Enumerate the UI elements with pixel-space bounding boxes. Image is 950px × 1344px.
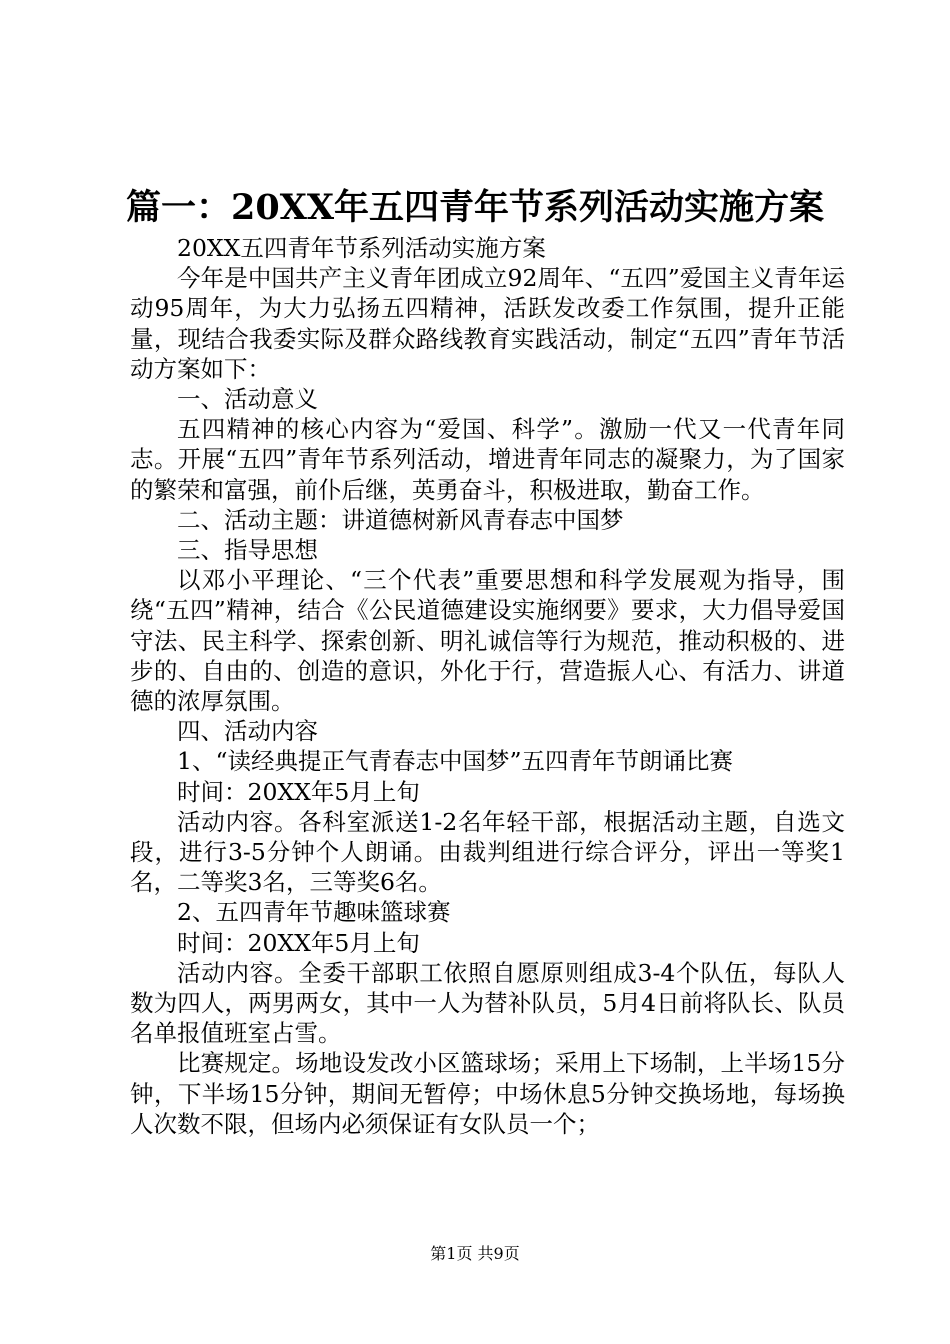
section-heading-guidance: 三、指导思想 xyxy=(177,536,318,565)
paragraph-guidance: 以邓小平理论、“三个代表”重要思想和科学发展观为指导，围绕“五四”精神，结合《公民道德建设实施纲要》要求，大力倡导爱国守法、民主科学、探索创新、明礼诚信等行为规范，推动积极的、进步的、自由的、创造的意识，外化于行，营造振人心、有活力、讲道德的浓厚氛围。 xyxy=(130,566,845,716)
item-heading-recitation: 1、“读经典提正气青春志中国梦”五四青年节朗诵比赛 xyxy=(177,747,733,776)
page-footer: 第1页 共9页 xyxy=(430,1244,520,1263)
document-body xyxy=(130,233,845,1139)
section-heading-theme: 二、活动主题：讲道德树新风青春志中国梦 xyxy=(177,505,624,534)
section-heading-significance: 一、活动意义 xyxy=(177,385,318,414)
item-heading-basketball: 2、五四青年节趣味篮球赛 xyxy=(177,898,451,927)
paragraph-significance: 五四精神的核心内容为“爱国、科学”。激励一代又一代青年同志。开展“五四”青年节系列活动，增进青年同志的凝聚力，为了国家的繁荣和富强，前仆后继，英勇奋斗，积极进取，勤奋工作。 xyxy=(130,415,845,504)
document-title: 篇一：20XX年五四青年节系列活动实施方案 xyxy=(125,187,825,228)
paragraph-subtitle: 20XX五四青年节系列活动实施方案 xyxy=(177,234,546,262)
section-heading-content: 四、活动内容 xyxy=(177,717,318,746)
paragraph-basketball-rules: 比赛规定。场地设发改小区篮球场；采用上下场制，上半场15分钟，下半场15分钟，期间无暂停；中场休息5分钟交换场地，每场换人次数不限，但场内必须保证有女队员一个； xyxy=(130,1049,845,1138)
item-time-basketball: 时间：20XX年5月上旬 xyxy=(177,928,420,957)
item-time-recitation: 时间：20XX年5月上旬 xyxy=(177,777,420,806)
paragraph-recitation-content: 活动内容。各科室派送1-2名年轻干部，根据活动主题，自选文段，进行3-5分钟个人朗诵。由裁判组进行综合评分，评出一等奖1名，二等奖3名，三等奖6名。 xyxy=(130,807,845,897)
paragraph-basketball-content: 活动内容。全委干部职工依照自愿原则组成3-4个队伍，每队人数为四人，两男两女，其中一人为替补队员，5月4日前将队长、队员名单报值班室占雪。 xyxy=(130,958,845,1048)
paragraph-intro: 今年是中国共产主义青年团成立92周年、“五四”爱国主义青年运动95周年，为大力弘扬五四精神，活跃发改委工作氛围，提升正能量，现结合我委实际及群众路线教育实践活动，制定“五四”青年节活动方案如下： xyxy=(130,264,845,383)
